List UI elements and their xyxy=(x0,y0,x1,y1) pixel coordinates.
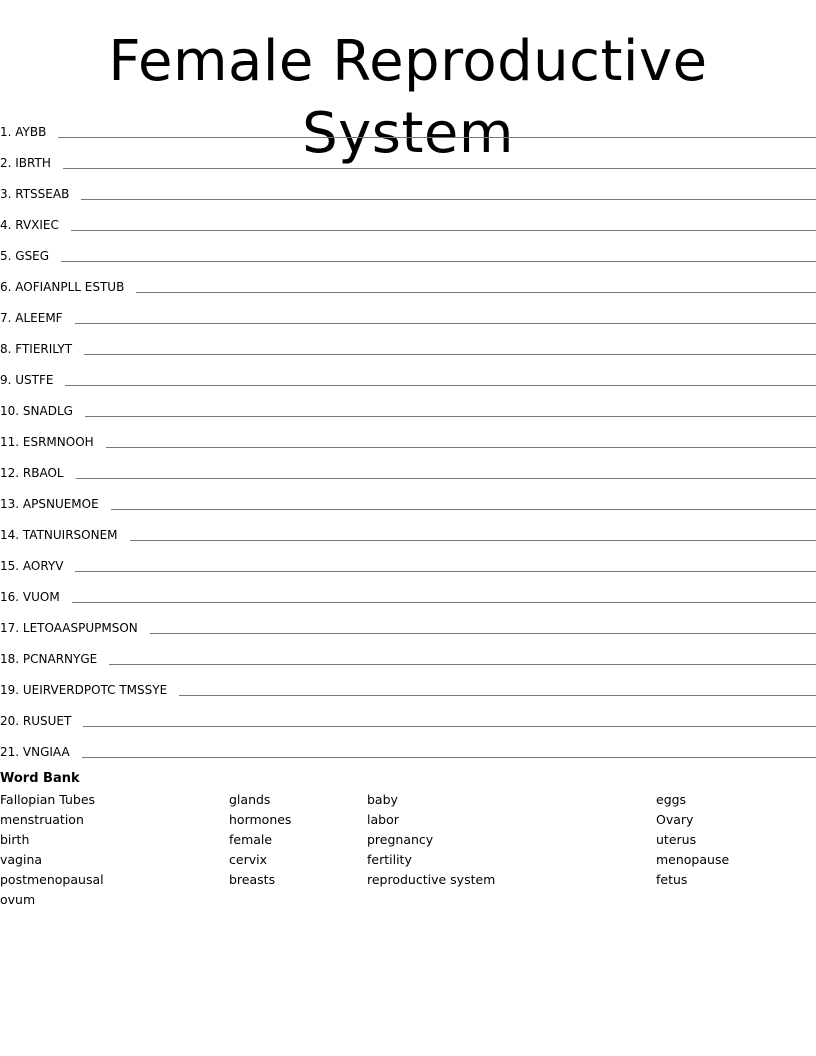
page-title: Female Reproductive System xyxy=(108,29,708,166)
answer-line-18[interactable] xyxy=(109,648,816,665)
question-row xyxy=(0,607,816,638)
answer-line-21[interactable] xyxy=(82,741,816,758)
word-bank-item: uterus xyxy=(656,832,697,847)
word-bank-item: breasts xyxy=(229,872,276,887)
question-row xyxy=(0,297,816,328)
scrambled-word: 18. PCNARNYGE xyxy=(0,652,98,666)
word-bank-item: birth xyxy=(0,832,30,847)
question-row xyxy=(0,483,816,514)
question-row xyxy=(0,266,816,297)
word-bank-item: menstruation xyxy=(0,812,84,827)
word-bank-item: menopause xyxy=(656,852,730,867)
answer-line-20[interactable] xyxy=(83,710,816,727)
question-row xyxy=(0,235,816,266)
word-bank-column-4 xyxy=(656,790,729,890)
question-row xyxy=(0,545,816,576)
word-bank-item: glands xyxy=(229,792,271,807)
question-row xyxy=(0,359,816,390)
question-row xyxy=(0,669,816,700)
word-bank-item: cervix xyxy=(229,852,267,867)
scrambled-word: 14. TATNUIRSONEM xyxy=(0,528,118,542)
word-bank-item: pregnancy xyxy=(367,832,434,847)
answer-line-11[interactable] xyxy=(106,431,816,448)
answer-line-15[interactable] xyxy=(75,555,816,572)
answer-line-2[interactable] xyxy=(63,152,816,169)
scrambled-word: 5. GSEG xyxy=(0,249,50,263)
question-list xyxy=(0,111,816,762)
question-row xyxy=(0,576,816,607)
answer-line-13[interactable] xyxy=(111,493,816,510)
answer-line-7[interactable] xyxy=(75,307,816,324)
word-bank-item: vagina xyxy=(0,852,43,867)
question-row xyxy=(0,111,816,142)
word-bank-title: Word Bank xyxy=(0,771,80,786)
answer-line-9[interactable] xyxy=(65,369,816,386)
scrambled-word: 6. AOFIANPLL ESTUB xyxy=(0,280,125,294)
word-bank-item: fetus xyxy=(656,872,688,887)
scrambled-word: 11. ESRMNOOH xyxy=(0,435,94,449)
scrambled-word: 7. ALEEMF xyxy=(0,311,63,325)
scrambled-word: 15. AORYV xyxy=(0,559,64,573)
word-bank-item: fertility xyxy=(367,852,412,867)
scrambled-word: 10. SNADLG xyxy=(0,404,73,418)
question-row xyxy=(0,204,816,235)
answer-line-17[interactable] xyxy=(150,617,816,634)
word-bank-column-1 xyxy=(0,790,104,910)
word-bank-item: postmenopausal xyxy=(0,872,104,887)
word-bank-item: eggs xyxy=(656,792,687,807)
word-bank-item: female xyxy=(229,832,273,847)
word-bank-column-2 xyxy=(229,790,291,890)
scrambled-word: 3. RTSSEAB xyxy=(0,187,70,201)
word-bank-item: labor xyxy=(367,812,399,827)
scrambled-word: 17. LETOAASPUPMSON xyxy=(0,621,138,635)
question-row xyxy=(0,328,816,359)
scrambled-word: 16. VUOM xyxy=(0,590,60,604)
question-row xyxy=(0,700,816,731)
scrambled-word: 2. IBRTH xyxy=(0,156,51,170)
question-row xyxy=(0,452,816,483)
question-row xyxy=(0,514,816,545)
answer-line-3[interactable] xyxy=(81,183,816,200)
answer-line-1[interactable] xyxy=(58,121,816,138)
question-row xyxy=(0,142,816,173)
scrambled-word: 19. UEIRVERDPOTC TMSSYE xyxy=(0,683,168,697)
question-row xyxy=(0,421,816,452)
answer-line-8[interactable] xyxy=(84,338,816,355)
scrambled-word: 1. AYBB xyxy=(0,125,47,139)
word-bank-item: Ovary xyxy=(656,812,694,827)
question-row xyxy=(0,731,816,762)
word-bank xyxy=(0,770,816,910)
word-bank-item: baby xyxy=(367,792,398,807)
question-row xyxy=(0,390,816,421)
answer-line-14[interactable] xyxy=(130,524,816,541)
scrambled-word: 12. RBAOL xyxy=(0,466,64,480)
word-bank-column-3 xyxy=(367,790,495,890)
answer-line-12[interactable] xyxy=(76,462,816,479)
answer-line-10[interactable] xyxy=(85,400,816,417)
scrambled-word: 9. USTFE xyxy=(0,373,54,387)
word-bank-grid xyxy=(0,790,816,910)
word-bank-item: hormones xyxy=(229,812,292,827)
scrambled-word: 20. RUSUET xyxy=(0,714,72,728)
scrambled-word: 21. VNGIAA xyxy=(0,745,70,759)
word-bank-item: reproductive system xyxy=(367,872,496,887)
question-row xyxy=(0,638,816,669)
scrambled-word: 8. FTIERILYT xyxy=(0,342,73,356)
word-bank-item: ovum xyxy=(0,892,36,907)
scrambled-word: 4. RVXIEC xyxy=(0,218,59,232)
question-row xyxy=(0,173,816,204)
answer-line-19[interactable] xyxy=(179,679,816,696)
answer-line-6[interactable] xyxy=(136,276,816,293)
scrambled-word: 13. APSNUEMOE xyxy=(0,497,99,511)
answer-line-4[interactable] xyxy=(71,214,816,231)
answer-line-5[interactable] xyxy=(61,245,816,262)
answer-line-16[interactable] xyxy=(72,586,816,603)
word-bank-item: Fallopian Tubes xyxy=(0,792,96,807)
